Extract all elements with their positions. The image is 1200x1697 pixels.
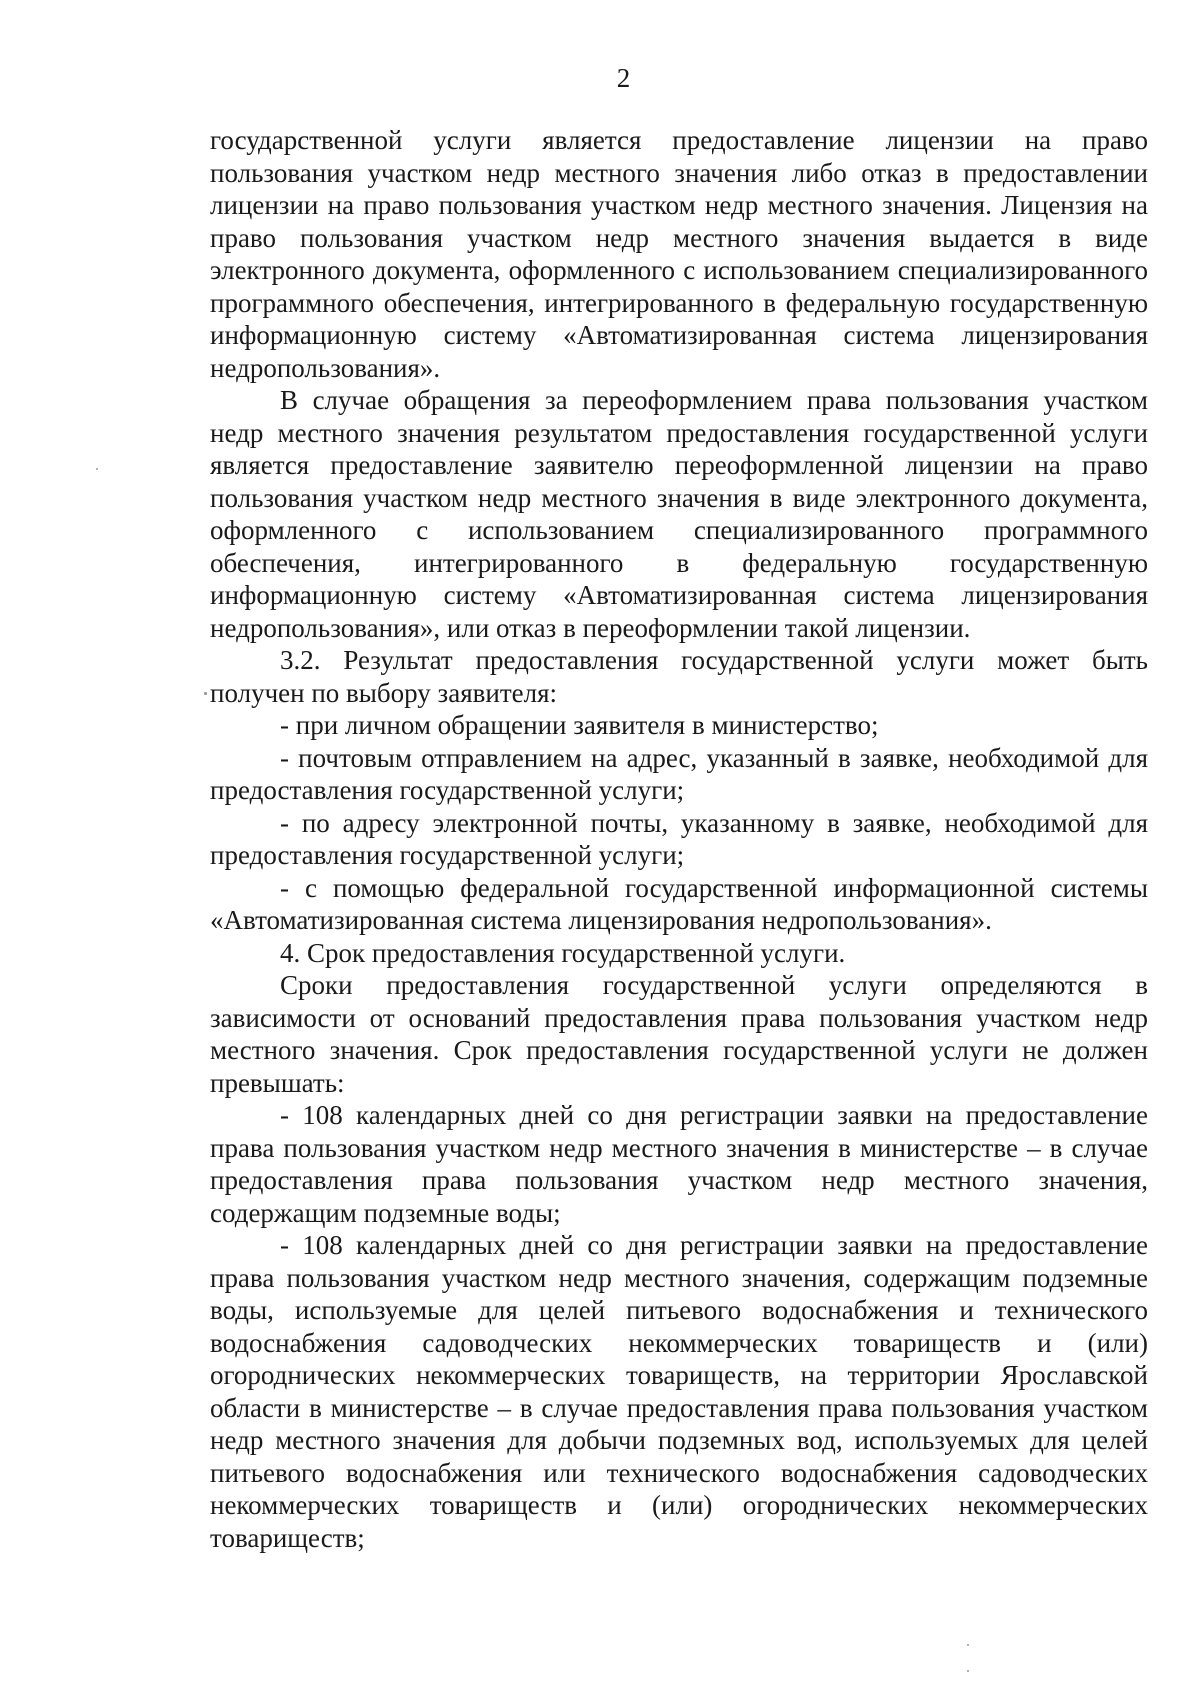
page-number: 2 [616, 63, 631, 93]
paragraph-reissue-result: В случае обращения за переоформлением права пользования участком недр местного значения результатом предоставления государственной услуги является предоставление заявителю переоформленной лицензии на право пользования участком недр местного значения в виде электронного документа, оформленного с использованием специализированного программного обеспечения, интегрированного в федеральную государственную информационную систему «Автоматизированная система лицензирования недропользования», или отказ в переоформлении такой лицензии. [210, 385, 1148, 643]
section-heading-service-term: 4. Срок предоставления государственной услуги. [280, 937, 846, 968]
list-item-term-drinking-water: - 108 календарных дней со дня регистрации заявки на предоставление права пользования участком недр местного значения, содержащим подземные воды, используемые для целей питьевого водоснабжения и технического водоснабжения садоводческих некоммерческих товариществ и (или) огороднических некоммерческих товариществ, на территории Ярославской области в министерстве – в случае предоставления права пользования участком недр местного значения для добычи подземных вод, используемых для целей питьевого водоснабжения или технического водоснабжения садоводческих некоммерческих товариществ и (или) огороднических некоммерческих товариществ; [210, 1230, 1148, 1553]
list-item-email: - по адресу электронной почты, указанному в заявке, необходимой для предоставления государственной услуги; [210, 807, 1148, 870]
paragraph-service-terms: Сроки предоставления государственной услуги определяются в зависимости от оснований предоставления права пользования участком недр местного значения. Срок предоставления государственной услуги не должен превышать: [210, 970, 1148, 1098]
list-item-federal-system: - с помощью федеральной государственной информационной системы «Автоматизированная система лицензирования недропользования». [210, 872, 1148, 935]
scan-artifact-dot [204, 692, 207, 695]
list-item-in-person: - при личном обращении заявителя в министерство; [280, 710, 879, 740]
scan-artifact-dot [967, 1644, 969, 1646]
scan-artifact-dot [96, 468, 98, 470]
paragraph-result-delivery-options: 3.2. Результат предоставления государственной услуги может быть получен по выбору заявителя: [210, 645, 1148, 708]
list-item-postal: - почтовым отправлением на адрес, указанный в заявке, необходимой для предоставления государственной услуги; [210, 742, 1148, 805]
document-body [210, 124, 1148, 1554]
list-item-term-groundwater: - 108 календарных дней со дня регистрации заявки на предоставление права пользования участком недр местного значения в министерстве – в случае предоставления права пользования участком недр местного значения, содержащим подземные воды; [210, 1100, 1148, 1228]
scan-artifact-dot [967, 1670, 969, 1672]
paragraph-license-result: государственной услуги является предоставление лицензии на право пользования участком недр местного значения либо отказ в предоставлении лицензии на право пользования участком недр местного значения. Лицензия на право пользования участком недр местного значения выдается в виде электронного документа, оформленного с использованием специализированного программного обеспечения, интегрированного в федеральную государственную информационную систему «Автоматизированная система лицензирования недропользования». [210, 125, 1148, 383]
